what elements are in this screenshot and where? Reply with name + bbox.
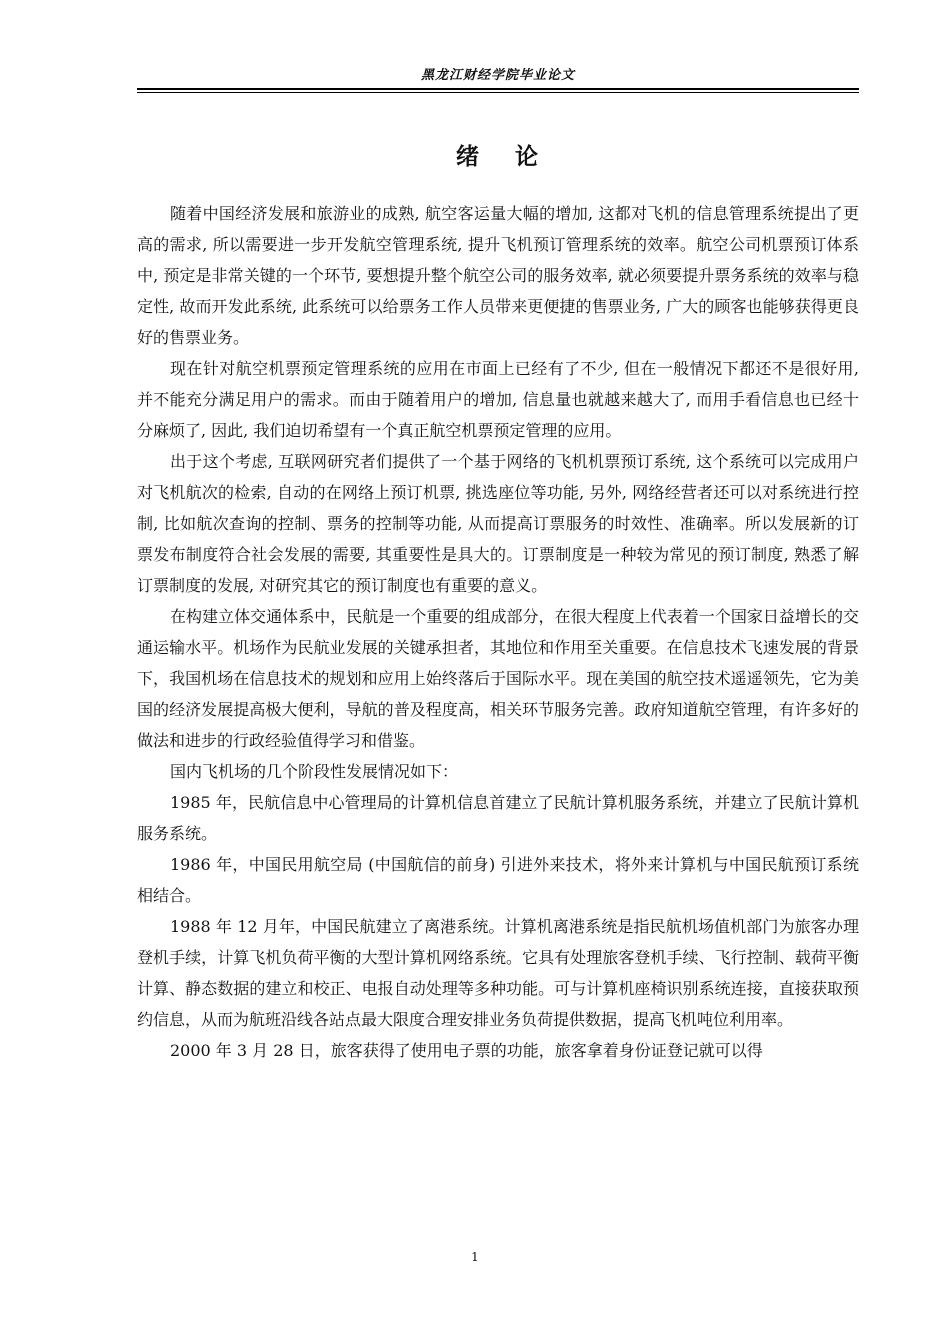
header-rule-thin bbox=[137, 92, 859, 93]
paragraph: 2000 年 3 月 28 日，旅客获得了使用电子票的功能，旅客拿着身份证登记就可以得 bbox=[170, 1041, 763, 1060]
chapter-title: 绪 论 bbox=[455, 144, 540, 170]
paragraph: 现在针对航空机票预定管理系统的应用在市面上已经有了不少, 但在一般情况下都还不是很好用, 并不能充分满足用户的需求。而由于随着用户的增加, 信息量也就越来越大了, 而用手看信息也已经十分麻烦了, 因此, 我们迫切希望有一个真正航空机票预定管理的应用。 bbox=[137, 359, 859, 440]
header-rule-thick bbox=[137, 88, 859, 90]
page-number: 1 bbox=[471, 1250, 479, 1264]
paragraph: 1986 年，中国民用航空局 (中国航信的前身) 引进外来技术，将外来计算机与中国民航预订系统相结合。 bbox=[137, 855, 859, 905]
paragraph: 国内飞机场的几个阶段性发展情况如下： bbox=[170, 762, 459, 781]
paragraph: 1988 年 12 月年，中国民航建立了离港系统。计算机离港系统是指民航机场值机部门为旅客办理登机手续，计算飞机负荷平衡的大型计算机网络系统。它具有处理旅客登机手续、飞行控制、载荷平衡计算、静态数据的建立和校正、电报自动处理等多种功能。可与计算机座椅识别系统连接，直接获取预约信息，从而为航班沿线各站点最大限度合理安排业务负荷提供数据，提高飞机吨位利用率。 bbox=[137, 917, 859, 1029]
paragraph: 在构建立体交通体系中，民航是一个重要的组成部分，在很大程度上代表着一个国家日益增长的交通运输水平。机场作为民航业发展的关键承担者，其地位和作用至关重要。在信息技术飞速发展的背景下，我国机场在信息技术的规划和应用上始终落后于国际水平。现在美国的航空技术遥遥领先，它为美国的经济发展提高极大便利，导航的普及程度高，相关环节服务完善。政府知道航空管理，有许多好的做法和进步的行政经验值得学习和借鉴。 bbox=[137, 607, 859, 750]
paragraph: 出于这个考虑, 互联网研究者们提供了一个基于网络的飞机机票预订系统, 这个系统可以完成用户对飞机航次的检索, 自动的在网络上预订机票, 挑选座位等功能, 另外, 网络经营者还可以对系统进行控制, 比如航次查询的控制、票务的控制等功能, 从而提高订票服务的时效性、准确率。所以发展新的订票发布制度符合社会发展的需要, 其重要性是具大的。订票制度是一种较为常见的预订制度, 熟悉了解订票制度的发展, 对研究其它的预订制度也有重要的意义。 bbox=[137, 452, 859, 595]
running-header: 黑龙江财经学院毕业论文 bbox=[420, 68, 575, 83]
paragraph: 随着中国经济发展和旅游业的成熟, 航空客运量大幅的增加, 这都对飞机的信息管理系统提出了更高的需求, 所以需要进一步开发航空管理系统, 提升飞机预订管理系统的效率。航空公司机票预订体系中, 预定是非常关键的一个环节, 要想提升整个航空公司的服务效率, 就必须要提升票务系统的效率与稳定性, 故而开发此系统, 此系统可以给票务工作人员带来更便捷的售票业务, 广大的顾客也能够获得更良好的售票业务。 bbox=[137, 204, 859, 347]
paragraph: 1985 年，民航信息中心管理局的计算机信息首建立了民航计算机服务系统，并建立了民航计算机服务系统。 bbox=[137, 793, 859, 843]
body-text bbox=[137, 198, 859, 1066]
